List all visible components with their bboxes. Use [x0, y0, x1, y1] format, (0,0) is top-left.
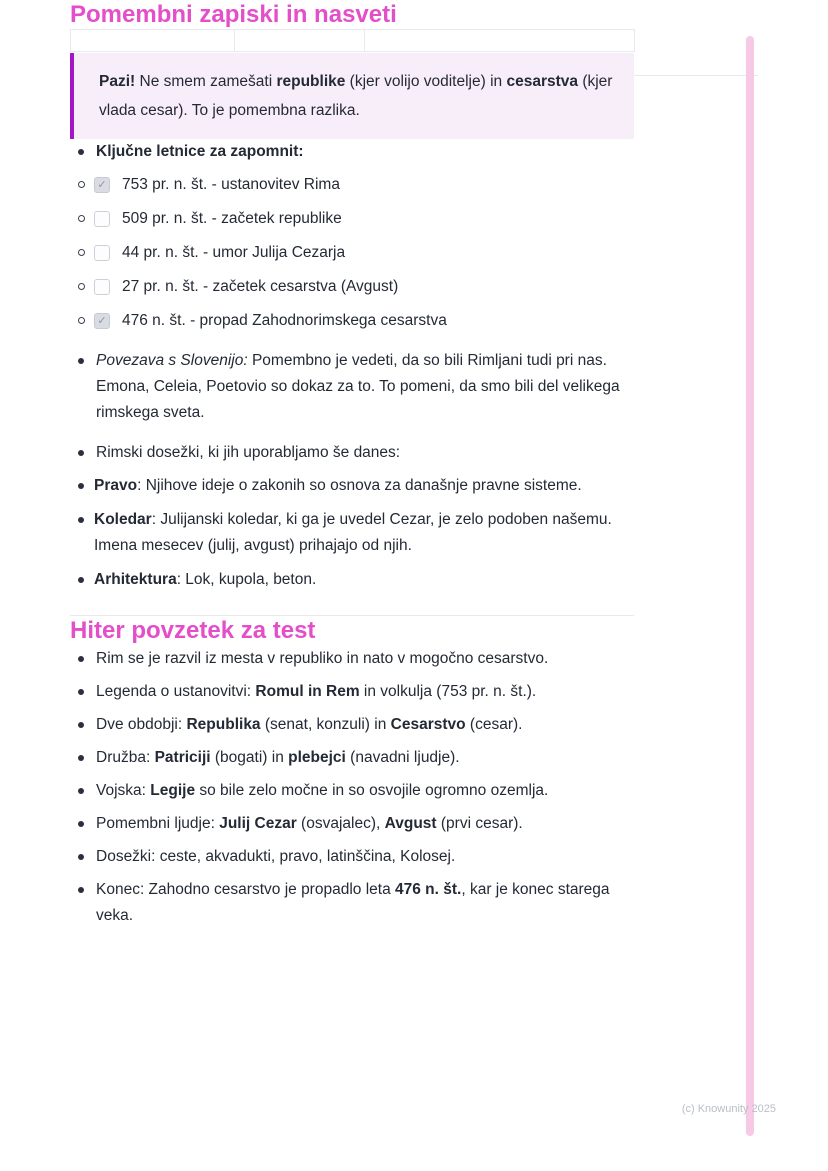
summary-list [70, 646, 634, 929]
text-run: Konec: Zahodno cesarstvo je propadlo leta [96, 881, 395, 898]
text-run: in volkulja (753 pr. n. št.). [359, 683, 537, 700]
bullet-icon [70, 712, 96, 738]
check-icon: ✓ [97, 178, 107, 191]
bullet-icon [70, 348, 96, 426]
list-item-text [96, 348, 634, 426]
list-item [70, 844, 634, 870]
list-item-text [96, 877, 634, 929]
text-run: (cesar). [465, 716, 523, 733]
text-run: 476 n. št. [395, 881, 462, 898]
bullet-icon [70, 877, 96, 929]
text-run: so bile zelo močne in so osvojile ogromno ozemlja. [195, 782, 549, 799]
list-item [70, 745, 634, 771]
text-run: Romul in Rem [255, 683, 360, 700]
list-item-text [96, 778, 634, 804]
text-run: Julij Cezar [219, 815, 297, 832]
bullet-icon [70, 473, 94, 499]
page-title: Pomembni zapiski in nasveti [70, 1, 397, 28]
checkbox[interactable] [94, 211, 110, 227]
text-run: : Lok, kupola, beton. [176, 571, 317, 588]
list-item [70, 567, 634, 593]
bullet-icon [70, 646, 96, 672]
bullet-icon [70, 679, 96, 705]
checklist-item [70, 274, 634, 300]
text-run: (kjer volijo voditelje) in [345, 73, 507, 90]
document-content [70, 0, 634, 936]
circle-bullet-icon [70, 240, 94, 266]
text-run: Avgust [384, 815, 437, 832]
circle-bullet-icon [70, 274, 94, 300]
list-item-text: Dosežki: ceste, akvadukti, pravo, latinščina, Kolosej. [96, 848, 456, 865]
text-run: plebejci [288, 749, 346, 766]
text-run: , kar je konec starega veka. [96, 881, 610, 924]
checkbox[interactable] [94, 313, 110, 329]
checklist-item-text: 476 n. št. - propad Zahodnorimskega cesarstva [122, 312, 447, 329]
list-item-text [96, 811, 634, 837]
text-run: (kjer vlada cesar). To je pomembna razlika. [99, 73, 613, 119]
list-item [70, 778, 634, 804]
text-run: : Julijanski koledar, ki ga je uvedel Cezar, je zelo podoben našemu. Imena mesecev (julij, avgust) prihajajo od njih. [94, 511, 612, 554]
list-item [70, 473, 634, 499]
checklist-item-text: 44 pr. n. št. - umor Julija Cezarja [122, 244, 346, 261]
text-run: Patriciji [154, 749, 211, 766]
list-item [70, 877, 634, 929]
text-run: Vojska: [96, 782, 151, 799]
list-item-text [96, 679, 634, 705]
list-item [70, 139, 634, 165]
checkbox[interactable] [94, 245, 110, 261]
text-run: Legenda o ustanovitvi: [96, 683, 256, 700]
checkbox[interactable] [94, 177, 110, 193]
checklist-item [70, 308, 634, 334]
checklist-item [70, 172, 634, 198]
copyright-notice: (c) Knowunity 2025 [681, 1103, 776, 1115]
list-item-label: Ključne letnice za zapomnit: [96, 143, 304, 160]
bullet-icon [70, 507, 94, 559]
text-run: Pomembno je vedeti, da so bili Rimljani tudi pri nas. Emona, Celeia, Poetovio so dokaz za to. To pomeni, da smo bili del velikega rimskega sveta. [96, 352, 620, 421]
circle-bullet-icon [70, 308, 94, 334]
circle-bullet-icon [70, 172, 94, 198]
text-run: Republika [186, 716, 261, 733]
text-run: Pazi! [99, 73, 136, 90]
achievements-sublist [70, 473, 634, 593]
text-run: (prvi cesar). [436, 815, 523, 832]
list-item-text [96, 745, 634, 771]
list-item [70, 440, 634, 466]
list-item-text: Rim se je razvil iz mesta v republiko in nato v mogočno cesarstvo. [96, 650, 549, 667]
checklist-item-text: 509 pr. n. št. - začetek republike [122, 210, 342, 227]
check-icon: ✓ [97, 314, 107, 327]
bullet-icon [70, 844, 96, 870]
list-item-text [94, 567, 634, 593]
text-run: Ne smem zamešati [135, 73, 277, 90]
list-item-text [94, 507, 634, 559]
text-run: Povezava s Slovenijo: [96, 352, 248, 369]
text-run: : Njihove ideje o zakonih so osnova za današnje pravne sisteme. [137, 477, 582, 494]
list-item [70, 348, 634, 426]
bullet-icon [70, 811, 96, 837]
bullet-icon [70, 778, 96, 804]
bullet-icon [70, 139, 96, 165]
bullet-icon [70, 745, 96, 771]
scrollbar[interactable] [746, 36, 754, 1136]
text-run: Družba: [96, 749, 155, 766]
checklist-item-text: 753 pr. n. št. - ustanovitev Rima [122, 176, 340, 193]
checkbox[interactable] [94, 279, 110, 295]
text-run: (bogati) in [210, 749, 289, 766]
list-item [70, 679, 634, 705]
list-item-text [94, 473, 634, 499]
text-run: (senat, konzuli) in [260, 716, 391, 733]
list-item [70, 646, 634, 672]
notes-list [70, 139, 634, 593]
text-run: Dve obdobji: [96, 716, 187, 733]
text-run: (osvajalec), [296, 815, 385, 832]
bullet-icon [70, 440, 96, 466]
text-run: Cesarstvo [390, 716, 466, 733]
text-run: republike [276, 73, 346, 90]
list-item-label: Rimski dosežki, ki jih uporabljamo še danes: [96, 444, 401, 461]
list-item-text [96, 712, 634, 738]
text-run: (navadni ljudje). [345, 749, 460, 766]
section-title: Hiter povzetek za test [70, 617, 316, 644]
text-run: Pravo [94, 477, 138, 494]
checklist-item [70, 206, 634, 232]
text-run: cesarstva [506, 73, 579, 90]
text-run: Pomembni ljudje: [96, 815, 220, 832]
checklist-item [70, 240, 634, 266]
key-dates-sublist [70, 172, 634, 334]
circle-bullet-icon [70, 206, 94, 232]
list-item [70, 811, 634, 837]
bullet-icon [70, 567, 94, 593]
text-run: Legije [150, 782, 196, 799]
list-item [70, 507, 634, 559]
list-item [70, 712, 634, 738]
checklist-item-text: 27 pr. n. št. - začetek cesarstva (Avgust) [122, 278, 399, 295]
text-run: Koledar [94, 511, 152, 528]
text-run: Arhitektura [94, 571, 177, 588]
warning-callout [70, 53, 634, 139]
